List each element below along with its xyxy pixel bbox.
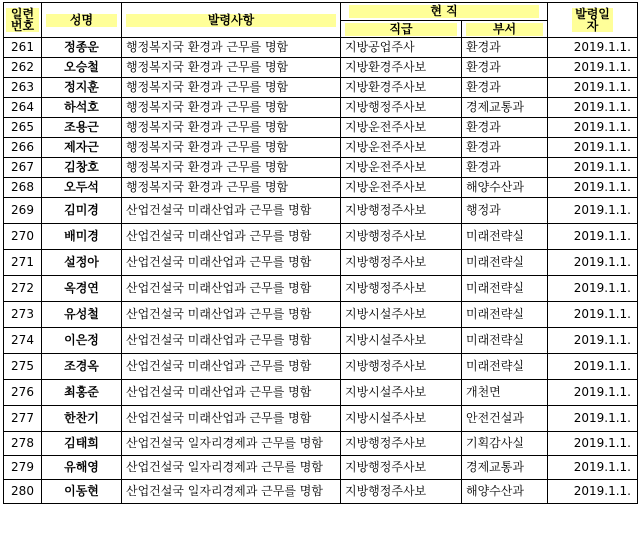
header-name-label: 성명 [46,14,117,27]
row-order: 산업건설국 미래산업과 근무를 명함 [122,302,341,328]
row-order: 산업건설국 미래산업과 근무를 명함 [122,276,341,302]
row-dept: 해양수산과 [462,480,548,504]
row-number: 265 [4,118,42,138]
table-row [4,158,638,178]
row-order: 산업건설국 일자리경제과 근무를 명함 [122,480,341,504]
row-grade: 지방시설주사보 [341,380,462,406]
row-number: 271 [4,250,42,276]
row-name: 정지훈 [42,78,122,98]
row-grade: 지방행정주사보 [341,480,462,504]
table-row [4,406,638,432]
row-order: 산업건설국 미래산업과 근무를 명함 [122,380,341,406]
row-number: 270 [4,224,42,250]
row-name: 한찬기 [42,406,122,432]
header-name [42,3,122,38]
row-date: 2019.1.1. [548,480,638,504]
row-grade: 지방행정주사보 [341,432,462,456]
row-dept: 미래전략실 [462,302,548,328]
row-grade: 지방행정주사보 [341,456,462,480]
row-grade: 지방운전주사보 [341,178,462,198]
row-number: 263 [4,78,42,98]
row-dept: 미래전략실 [462,250,548,276]
row-dept: 개천면 [462,380,548,406]
row-number: 267 [4,158,42,178]
table-row [4,224,638,250]
row-number: 276 [4,380,42,406]
row-grade: 지방운전주사보 [341,158,462,178]
header-date [548,3,638,38]
table-row [4,380,638,406]
row-date: 2019.1.1. [548,198,638,224]
table-row [4,302,638,328]
table-row [4,480,638,504]
header-dept-label: 부서 [466,23,543,36]
row-name: 최홍준 [42,380,122,406]
row-order: 행정복지국 환경과 근무를 명함 [122,118,341,138]
table-row [4,178,638,198]
row-date: 2019.1.1. [548,432,638,456]
row-name: 오승철 [42,58,122,78]
row-order: 산업건설국 미래산업과 근무를 명함 [122,224,341,250]
row-name: 김미경 [42,198,122,224]
row-dept: 환경과 [462,138,548,158]
row-dept: 해양수산과 [462,178,548,198]
row-date: 2019.1.1. [548,302,638,328]
row-grade: 지방시설주사보 [341,406,462,432]
row-order: 산업건설국 미래산업과 근무를 명함 [122,354,341,380]
header-current [341,3,548,21]
row-number: 280 [4,480,42,504]
header-order-label: 발령사항 [126,14,336,27]
row-date: 2019.1.1. [548,98,638,118]
row-date: 2019.1.1. [548,224,638,250]
row-number: 266 [4,138,42,158]
row-number: 278 [4,432,42,456]
row-dept: 미래전략실 [462,276,548,302]
row-grade: 지방행정주사보 [341,276,462,302]
row-dept: 환경과 [462,158,548,178]
header-current-label: 현 직 [349,5,539,18]
row-grade: 지방시설주사보 [341,328,462,354]
table-row [4,98,638,118]
row-number: 273 [4,302,42,328]
row-grade: 지방환경주사보 [341,58,462,78]
row-number: 261 [4,38,42,58]
row-order: 행정복지국 환경과 근무를 명함 [122,58,341,78]
row-order: 행정복지국 환경과 근무를 명함 [122,98,341,118]
row-name: 옥경연 [42,276,122,302]
row-name: 유해영 [42,456,122,480]
row-order: 행정복지국 환경과 근무를 명함 [122,158,341,178]
row-order: 산업건설국 일자리경제과 근무를 명함 [122,432,341,456]
row-dept: 환경과 [462,58,548,78]
row-grade: 지방행정주사보 [341,250,462,276]
row-date: 2019.1.1. [548,456,638,480]
row-date: 2019.1.1. [548,354,638,380]
row-dept: 환경과 [462,38,548,58]
row-order: 행정복지국 환경과 근무를 명함 [122,178,341,198]
header-grade-label: 직급 [345,23,457,36]
row-dept: 행정과 [462,198,548,224]
personnel-order-table [3,2,638,504]
row-dept: 미래전략실 [462,224,548,250]
header-row-top [4,3,638,21]
row-order: 산업건설국 미래산업과 근무를 명함 [122,250,341,276]
row-name: 오두석 [42,178,122,198]
row-date: 2019.1.1. [548,276,638,302]
row-date: 2019.1.1. [548,78,638,98]
header-no-label: 일련번호 [6,8,39,32]
row-name: 이은정 [42,328,122,354]
row-order: 행정복지국 환경과 근무를 명함 [122,38,341,58]
row-name: 배미경 [42,224,122,250]
header-no [4,3,42,38]
row-grade: 지방행정주사보 [341,354,462,380]
row-number: 262 [4,58,42,78]
row-number: 272 [4,276,42,302]
row-dept: 환경과 [462,118,548,138]
table-row [4,78,638,98]
row-grade: 지방공업주사 [341,38,462,58]
row-date: 2019.1.1. [548,58,638,78]
row-number: 277 [4,406,42,432]
row-order: 행정복지국 환경과 근무를 명함 [122,78,341,98]
table-row [4,432,638,456]
row-dept: 환경과 [462,78,548,98]
row-name: 조경옥 [42,354,122,380]
row-date: 2019.1.1. [548,178,638,198]
row-number: 279 [4,456,42,480]
row-number: 268 [4,178,42,198]
row-name: 조용근 [42,118,122,138]
row-date: 2019.1.1. [548,406,638,432]
row-grade: 지방운전주사보 [341,138,462,158]
row-grade: 지방운전주사보 [341,118,462,138]
row-name: 김창호 [42,158,122,178]
row-name: 설정아 [42,250,122,276]
table-row [4,138,638,158]
row-date: 2019.1.1. [548,328,638,354]
row-grade: 지방행정주사보 [341,98,462,118]
row-dept: 경제교통과 [462,456,548,480]
row-dept: 미래전략실 [462,328,548,354]
table-row [4,250,638,276]
row-grade: 지방행정주사보 [341,224,462,250]
row-date: 2019.1.1. [548,38,638,58]
row-date: 2019.1.1. [548,118,638,138]
row-order: 행정복지국 환경과 근무를 명함 [122,138,341,158]
table-row [4,118,638,138]
table-row [4,456,638,480]
row-grade: 지방행정주사보 [341,198,462,224]
row-order: 산업건설국 미래산업과 근무를 명함 [122,406,341,432]
row-dept: 미래전략실 [462,354,548,380]
row-order: 산업건설국 미래산업과 근무를 명함 [122,198,341,224]
table-row [4,198,638,224]
header-date-label: 발령일자 [572,8,613,32]
row-date: 2019.1.1. [548,138,638,158]
row-dept: 기획감사실 [462,432,548,456]
row-grade: 지방시설주사보 [341,302,462,328]
row-number: 274 [4,328,42,354]
table-row [4,276,638,302]
row-name: 하석호 [42,98,122,118]
row-order: 산업건설국 미래산업과 근무를 명함 [122,328,341,354]
row-order: 산업건설국 일자리경제과 근무를 명함 [122,456,341,480]
row-number: 275 [4,354,42,380]
row-number: 264 [4,98,42,118]
row-name: 이동현 [42,480,122,504]
row-date: 2019.1.1. [548,250,638,276]
row-name: 김태희 [42,432,122,456]
row-name: 제자근 [42,138,122,158]
row-number: 269 [4,198,42,224]
row-dept: 경제교통과 [462,98,548,118]
row-name: 유성철 [42,302,122,328]
header-grade [341,21,462,38]
row-grade: 지방환경주사보 [341,78,462,98]
row-dept: 안전건설과 [462,406,548,432]
table-row [4,354,638,380]
row-name: 정종운 [42,38,122,58]
row-date: 2019.1.1. [548,158,638,178]
table-row [4,328,638,354]
row-date: 2019.1.1. [548,380,638,406]
header-order [122,3,341,38]
table-row [4,38,638,58]
table-row [4,58,638,78]
header-dept [462,21,548,38]
